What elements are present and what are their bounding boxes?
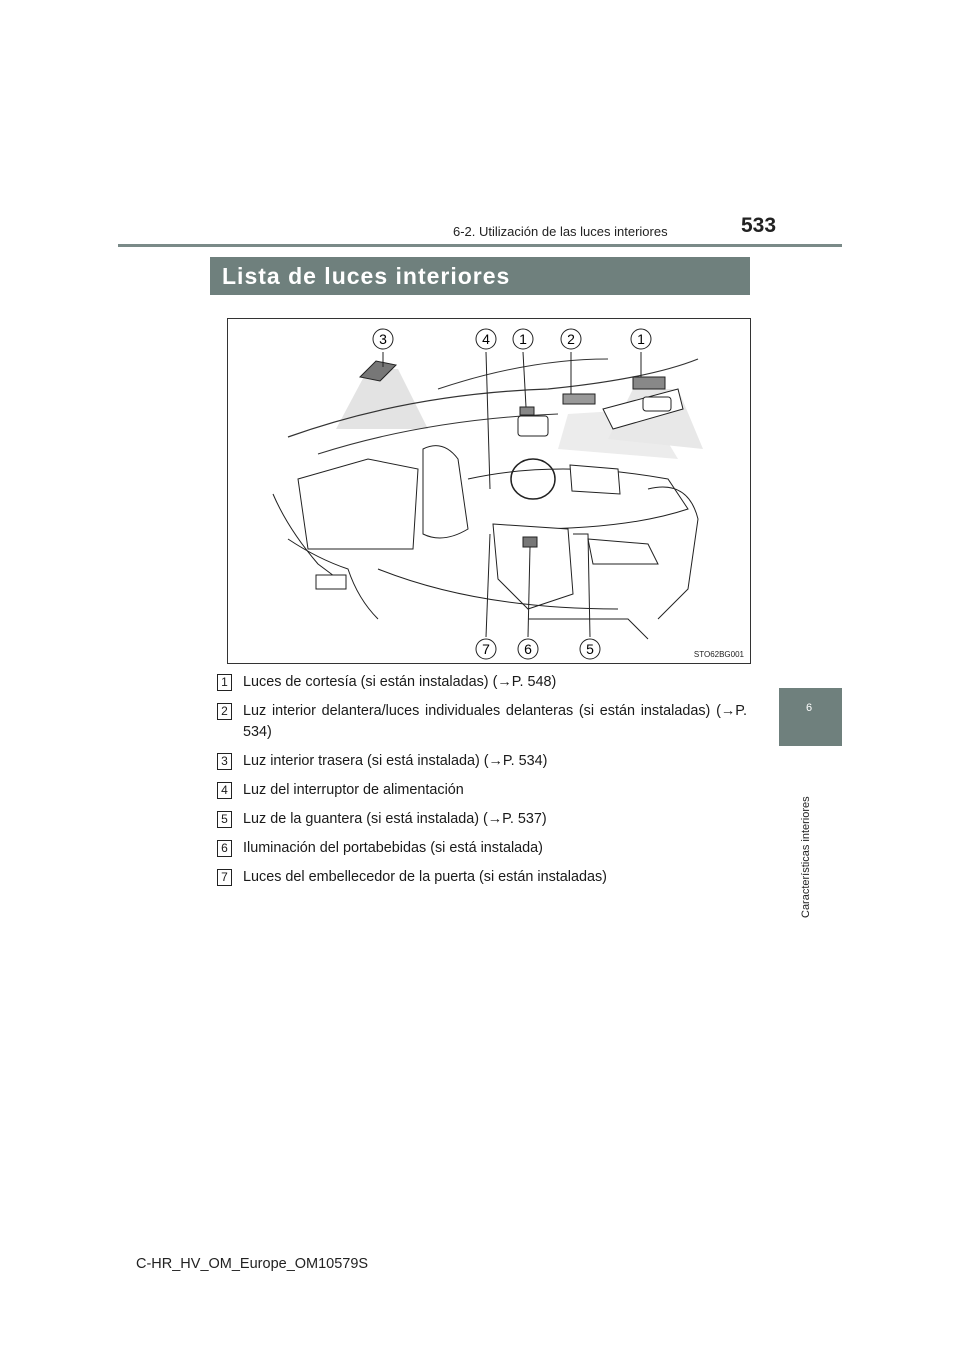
chapter-number: 6: [806, 702, 813, 714]
callout-1a: [513, 329, 533, 349]
callout-top-label-3: 1: [519, 331, 527, 347]
legend-text-2: Luz interior delantera/luces individuales delanteras (si están instaladas) (→P. 534): [243, 703, 747, 740]
callout-top-label-2: 4: [482, 331, 490, 347]
legend-text-6: Iluminación del portabebidas (si está instalada): [243, 840, 543, 856]
legend-item: [217, 838, 747, 859]
section-title-bar: [210, 257, 750, 295]
legend-text-5: Luz de la guantera (si está instalada) (→P. 537): [243, 811, 547, 827]
callout-5: [580, 639, 600, 659]
legend-text-3: Luz interior trasera (si está instalada) (→P. 534): [243, 753, 548, 769]
legend-item: [217, 672, 747, 693]
legend-list: [217, 672, 747, 896]
front-courtesy-light: [520, 407, 534, 415]
document-id: C-HR_HV_OM_Europe_OM10579S: [136, 1256, 369, 1272]
legend-number-3: 3: [217, 753, 232, 770]
callout-bottom-label-3: 5: [586, 641, 594, 657]
front-interior-light: [563, 394, 595, 404]
callout-6: [518, 639, 538, 659]
callout-4: [476, 329, 496, 349]
legend-number-1: 1: [217, 674, 232, 691]
leader-line-5: [573, 534, 590, 637]
visor-courtesy-light: [633, 377, 665, 389]
glove-box: [588, 539, 658, 564]
car-interior-drawing: [228, 319, 750, 663]
legend-item: [217, 780, 747, 801]
callout-top-label-4: 2: [567, 331, 575, 347]
legend-item: [217, 809, 747, 830]
legend-item: [217, 751, 747, 772]
callout-bottom-label-1: 7: [482, 641, 490, 657]
chapter-side-title: Características interiores: [800, 796, 812, 918]
chapter-tab: [779, 688, 842, 746]
legend-number-7: 7: [217, 869, 232, 886]
cup-holder-light: [523, 537, 537, 547]
legend-text-7: Luces del embellecedor de la puerta (si están instaladas): [243, 869, 607, 885]
running-header-section: 6-2. Utilización de las luces interiores: [453, 224, 668, 239]
legend-number-4: 4: [217, 782, 232, 799]
legend-number-5: 5: [217, 811, 232, 828]
callout-7: [476, 639, 496, 659]
legend-number-2: 2: [217, 703, 232, 720]
callout-1b: [631, 329, 651, 349]
legend-item: [217, 701, 747, 743]
header-divider: [118, 244, 842, 247]
page-number: 533: [741, 214, 777, 237]
legend-text-4: Luz del interruptor de alimentación: [243, 782, 464, 798]
legend-number-6: 6: [217, 840, 232, 857]
figure-code: STO62BG001: [693, 650, 744, 659]
callout-top-label-5: 1: [637, 331, 645, 347]
leader-line-1a: [523, 352, 526, 407]
legend-item: [217, 867, 747, 888]
callout-top-label-1: 3: [379, 331, 387, 347]
legend-text-1: Luces de cortesía (si están instaladas) (→P. 548): [243, 674, 557, 690]
callout-3: [373, 329, 393, 349]
callout-bottom-label-2: 6: [524, 641, 532, 657]
car-interior-illustration: [227, 318, 751, 664]
leader-line-4: [486, 352, 490, 489]
section-title: Lista de luces interiores: [222, 263, 511, 289]
callout-2: [561, 329, 581, 349]
leader-line-7: [486, 534, 490, 637]
